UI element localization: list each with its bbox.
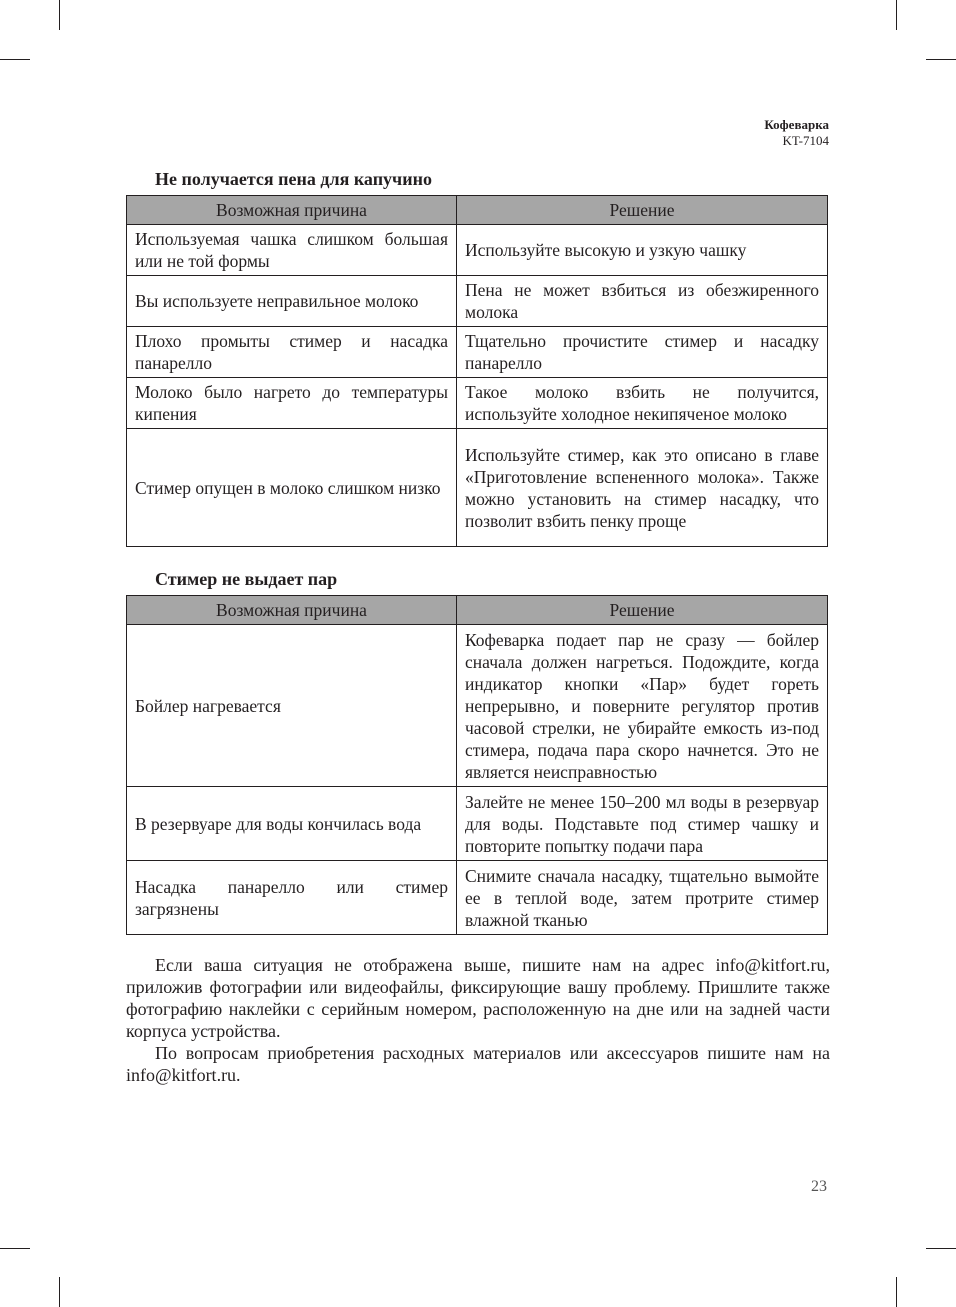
crop-mark: [926, 59, 956, 60]
crop-mark: [59, 0, 60, 30]
crop-mark: [926, 1248, 956, 1249]
cause-cell: В резервуаре для воды кончилась вода: [127, 787, 457, 861]
contact-paragraphs: [126, 954, 830, 1086]
running-header: [764, 117, 829, 149]
crop-mark: [896, 1277, 897, 1307]
table-row: [127, 625, 828, 787]
table-row: [127, 787, 828, 861]
cause-cell: Используемая чашка слишком большая или не той формы: [127, 225, 457, 276]
accessories-text: По вопросам приобретения расходных материалов или аксессуаров пишите нам на info@kitfort.ru.: [126, 1043, 830, 1085]
crop-mark: [896, 0, 897, 30]
solution-cell: Залейте не менее 150–200 мл воды в резервуар для воды. Подставьте под стимер чашку и повторите попытку подачи пара: [457, 787, 828, 861]
column-header-solution: Решение: [457, 596, 828, 625]
crop-mark: [59, 1277, 60, 1307]
table-row: [127, 861, 828, 935]
table-row: [127, 225, 828, 276]
solution-cell: Пена не может взбиться из обезжиренного молока: [457, 276, 828, 327]
troubleshooting-table-steam: [126, 595, 828, 935]
table-row: [127, 429, 828, 547]
cause-cell: Вы используете неправильное молоко: [127, 276, 457, 327]
solution-cell: Используйте высокую и узкую чашку: [457, 225, 828, 276]
crop-mark: [0, 59, 30, 60]
troubleshooting-table-foam: [126, 195, 828, 547]
solution-cell: Тщательно прочистите стимер и насадку панарелло: [457, 327, 828, 378]
cause-cell: Насадка панарелло или стимер загрязнены: [127, 861, 457, 935]
table-row: [127, 378, 828, 429]
cause-cell: Бойлер нагревается: [127, 625, 457, 787]
column-header-cause: Возможная причина: [127, 196, 457, 225]
crop-mark: [0, 1248, 30, 1249]
solution-cell: Снимите сначала насадку, тщательно вымойте ее в теплой воде, затем протрите стимер влажной тканью: [457, 861, 828, 935]
cause-cell: Молоко было нагрето до температуры кипения: [127, 378, 457, 429]
section-title: Не получается пена для капучино: [155, 169, 432, 189]
contact-text: Если ваша ситуация не отображена выше, пишите нам на адрес info@kitfort.ru, приложив фотографии или видеофайлы, фиксирующие вашу проблему. Пришлите также фотографию наклейки с серийным номером, расположенную на дне или на задней части корпуса устройства.: [126, 955, 830, 1041]
product-name: Кофеварка: [764, 117, 829, 132]
cause-cell: Стимер опущен в молоко слишком низко: [127, 429, 457, 547]
cause-cell: Плохо промыты стимер и насадка панарелло: [127, 327, 457, 378]
column-header-solution: Решение: [457, 196, 828, 225]
solution-cell: Кофеварка подает пар не сразу — бойлер сначала должен нагреться. Подождите, когда индикатор кнопки «Пар» будет гореть непрерывно, и поверните регулятор против часовой стрелки, не убирайте емкость из-под стимера, подача пара скоро начнется. Это не является неисправностью: [457, 625, 828, 787]
page-number: 23: [811, 1178, 827, 1195]
column-header-cause: Возможная причина: [127, 596, 457, 625]
solution-cell: Такое молоко взбить не получится, используйте холодное некипяченое молоко: [457, 378, 828, 429]
table-row: [127, 276, 828, 327]
section-title: Стимер не выдает пар: [155, 569, 338, 589]
table-row: [127, 327, 828, 378]
solution-cell: Используйте стимер, как это описано в главе «Приготовление вспененного молока». Также можно установить на стимер насадку, что позволит взбить пенку проще: [457, 429, 828, 547]
model-number: KT-7104: [782, 133, 829, 148]
